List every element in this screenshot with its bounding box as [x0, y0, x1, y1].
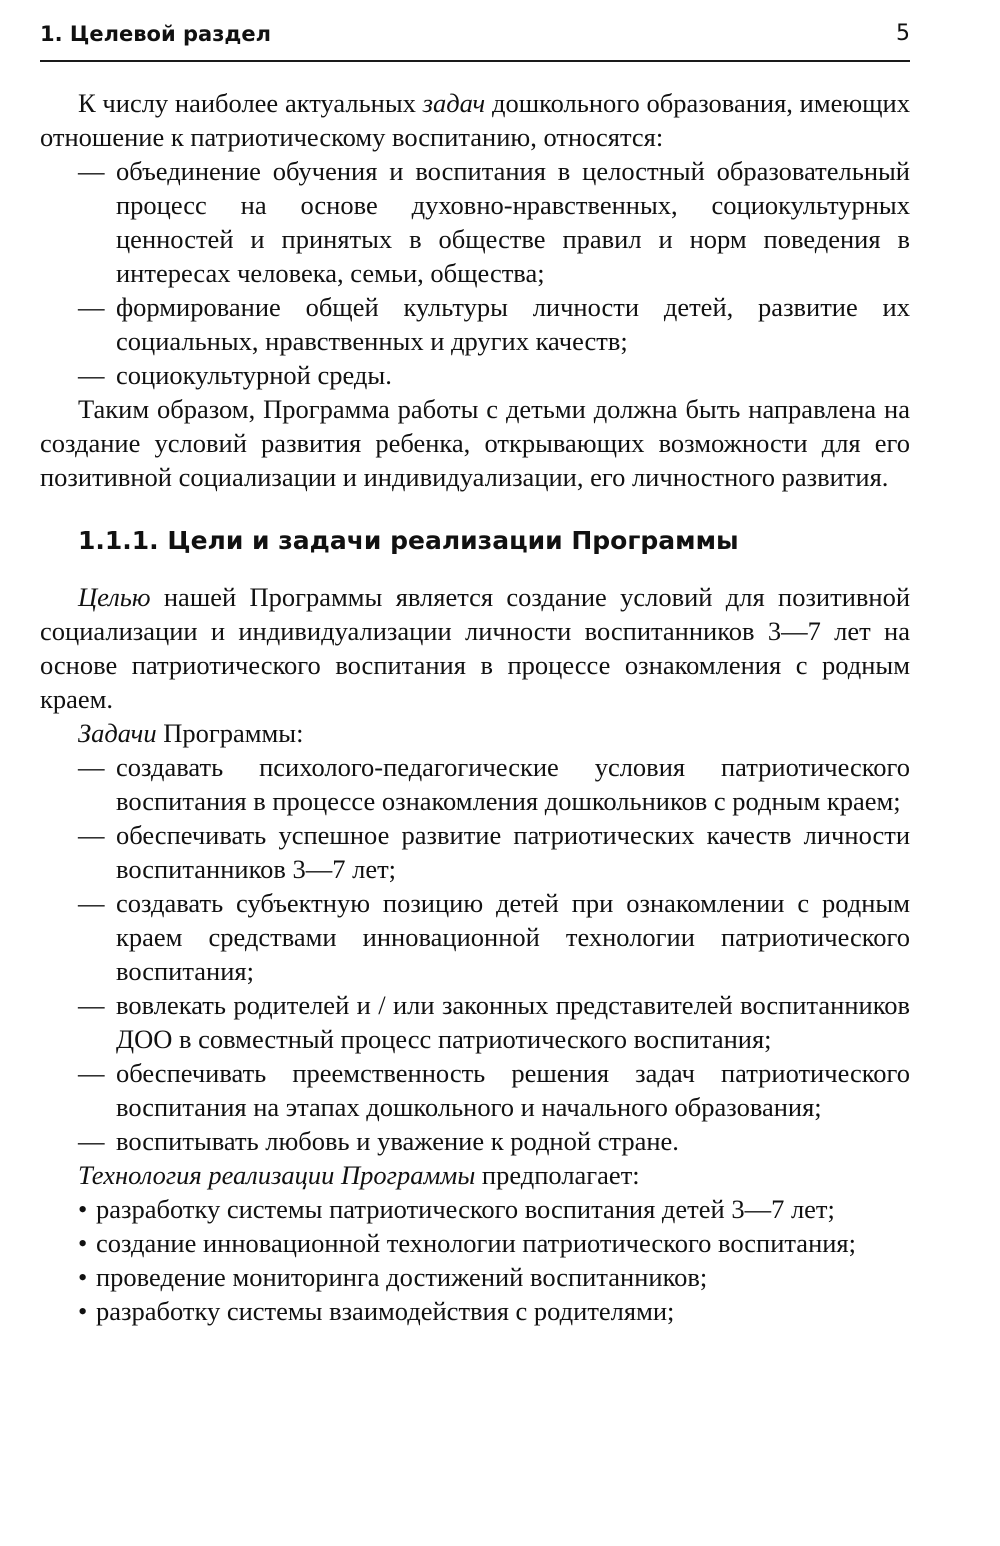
tasks-emphasis: Задачи: [78, 718, 157, 748]
goal-text: нашей Программы является создание условий для позитивной социализации и индивидуализации личности воспитанников 3—7 лет на основе патриотического воспитания в процессе ознакомления с родным краем.: [40, 582, 910, 714]
intro-text-pre: К числу наиболее актуальных: [78, 88, 423, 118]
bullet-mark: •: [78, 1194, 88, 1224]
intro-paragraph: [40, 86, 910, 154]
technology-item-text: проведение мониторинга достижений воспитанников;: [96, 1262, 708, 1292]
intro-item-text: социокультурной среды.: [116, 360, 392, 390]
dash-mark: —: [78, 292, 105, 322]
technology-item: [40, 1192, 910, 1226]
goal-paragraph: [40, 580, 910, 716]
dash-mark: —: [78, 156, 105, 186]
intro-item-text: формирование общей культуры личности детей, развитие их социальных, нравственных и других качеств;: [116, 292, 910, 356]
task-item-text: обеспечивать преемственность решения задач патриотического воспитания на этапах дошкольного и начального образования;: [116, 1058, 910, 1122]
goal-emphasis: Целью: [78, 582, 151, 612]
task-item-text: обеспечивать успешное развитие патриотических качеств личности воспитанников 3—7 лет;: [116, 820, 910, 884]
intro-item: [40, 154, 910, 290]
intro-item-text: объединение обучения и воспитания в целостный образовательный процесс на основе духовно-нравственных, социокультурных ценностей и принятых в обществе правил и норм поведения в интересах человека, семьи, общества;: [116, 156, 910, 288]
dash-mark: —: [78, 1058, 105, 1088]
running-head-section: 1. Целевой раздел: [40, 22, 271, 46]
technology-item-text: разработку системы патриотического воспитания детей 3—7 лет;: [96, 1194, 835, 1224]
dash-mark: —: [78, 752, 105, 782]
task-item-text: воспитывать любовь и уважение к родной стране.: [116, 1126, 679, 1156]
tasks-intro: [40, 716, 910, 750]
dash-mark: —: [78, 990, 105, 1020]
task-item-text: вовлекать родителей и / или законных представителей воспитанников ДОО в совместный процесс патриотического воспитания;: [116, 990, 910, 1054]
technology-item: [40, 1226, 910, 1260]
dash-mark: —: [78, 1126, 105, 1156]
intro-item: [40, 358, 910, 392]
technology-text: предполагает:: [475, 1160, 640, 1190]
intro-emphasis: задач: [422, 88, 486, 118]
technology-intro: [40, 1158, 910, 1192]
technology-item: [40, 1294, 910, 1328]
summary-paragraph: Таким образом, Программа работы с детьми должна быть направлена на создание условий развития ребенка, открывающих возможности для его позитивной социализации и индивидуализации, его личностного развития.: [40, 394, 910, 492]
technology-item: [40, 1260, 910, 1294]
bullet-mark: •: [78, 1228, 88, 1258]
page-number: 5: [896, 21, 910, 46]
section-heading: 1.1.1. Цели и задачи реализации Программы: [78, 526, 739, 555]
intro-text-post: дошкольного образования, имеющих отношение к патриотическому воспитанию, относятся:: [40, 88, 910, 152]
task-item: [40, 1056, 910, 1124]
bullet-mark: •: [78, 1262, 88, 1292]
dash-mark: —: [78, 820, 105, 850]
page-body: [40, 86, 910, 1328]
task-item: [40, 988, 910, 1056]
dash-mark: —: [78, 360, 105, 390]
technology-emphasis: Технология реализации Программы: [78, 1160, 476, 1190]
technology-item-text: разработку системы взаимодействия с родителями;: [96, 1296, 675, 1326]
technology-item-text: создание инновационной технологии патриотического воспитания;: [96, 1228, 856, 1258]
task-item-text: создавать субъектную позицию детей при ознакомлении с родным краем средствами инновационной технологии патриотического воспитания;: [116, 888, 910, 986]
tasks-text: Программы:: [156, 718, 304, 748]
dash-mark: —: [78, 888, 105, 918]
task-item: [40, 750, 910, 818]
task-item: [40, 886, 910, 988]
running-head: [40, 20, 910, 62]
task-item: [40, 818, 910, 886]
intro-item: [40, 290, 910, 358]
task-item-text: создавать психолого-педагогические условия патриотического воспитания в процессе ознакомления дошкольников с родным краем;: [116, 752, 910, 816]
bullet-mark: •: [78, 1296, 88, 1326]
task-item: [40, 1124, 910, 1158]
